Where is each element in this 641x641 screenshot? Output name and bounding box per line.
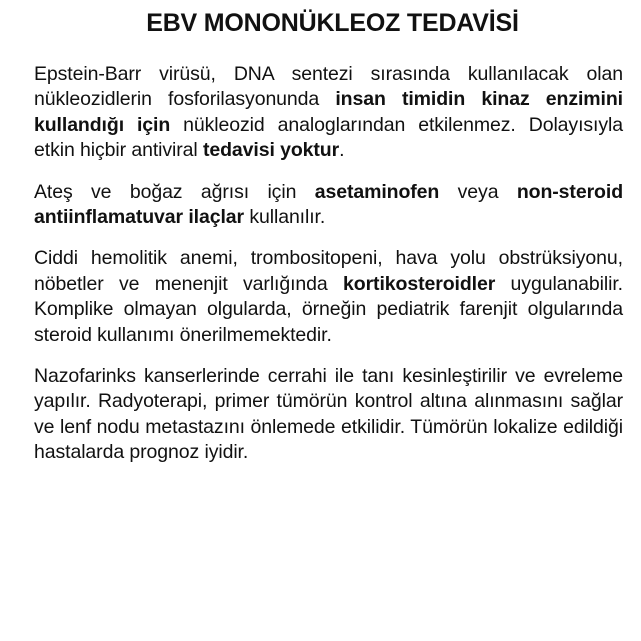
body-text: uygulanabilir. Komplike olmayan olgularda, örneğin pediatrik farenjit olgularında steroid kullanımı önerilmemektedir. [34,272,623,346]
bold-text: asetaminofen [314,180,440,203]
paragraph-3 [34,246,623,348]
bold-text: tedavisi yoktur [202,139,340,162]
body-text: Ciddi hemolitik anemi, trombositopeni, hava yolu obstrüksiyonu, nöbetler ve menenjit varlığında [34,247,623,295]
body-text: Ateş ve boğaz ağrısı için [34,180,315,203]
document-body [34,62,623,466]
paragraph-4 [34,364,623,466]
paragraph-2 [34,180,623,231]
body-text: . [339,139,345,162]
bold-text: non-steroid antiinflamatuvar ilaçlar [34,180,623,229]
page-title: EBV MONONÜKLEOZ TEDAVİSİ [146,9,519,37]
body-text: nükleozid analoglarından etkilenmez. Dolayısıyla etkin hiçbir antiviral [34,113,623,162]
bold-text: kortikosteroidler [343,272,496,295]
paragraph-1 [34,62,623,164]
body-text: kullanılır. [244,206,326,229]
bold-text: insan timidin kinaz enzimini kullandığı için [34,88,623,136]
body-text: Epstein-Barr virüsü, DNA sentezi sırasında kullanılacak olan nükleozidlerin fosforilasyonunda [34,63,623,111]
body-text: Nazofarinks kanserlerinde cerrahi ile tanı kesinleştirilir ve evreleme yapılır. Radyoterapi, primer tümörün kontrol altına alınmasını sağlar ve lenf nodu metastazını önlemede etkilidir. Tümörün lokalize edildiği hastalarda prognoz iyidir. [34,365,623,464]
body-text: veya [439,180,517,203]
